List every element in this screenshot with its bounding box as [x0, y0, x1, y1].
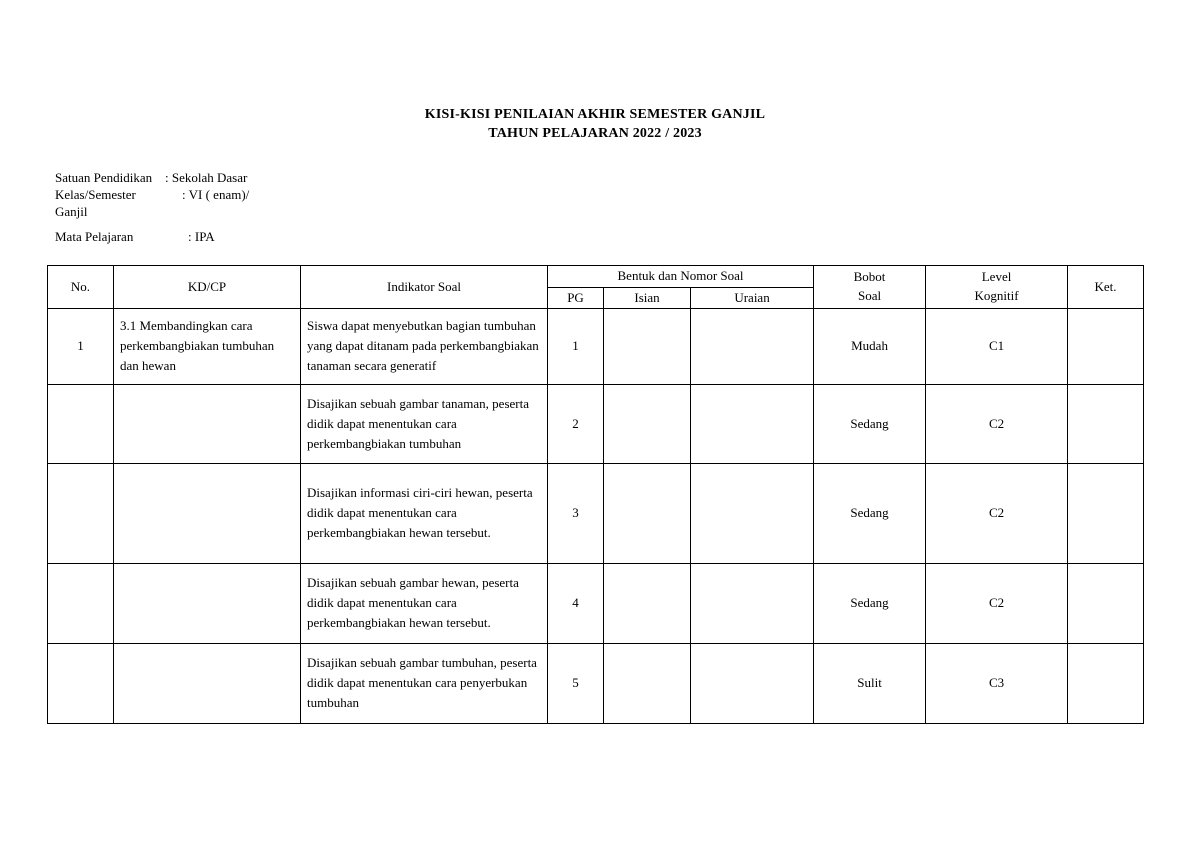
- cell-uraian: [691, 563, 814, 643]
- document-subtitle: TAHUN PELAJARAN 2022 / 2023: [488, 126, 702, 141]
- cell-pg: 2: [548, 384, 604, 463]
- cell-pg: 3: [548, 463, 604, 563]
- cell-indikator: Disajikan informasi ciri-ciri hewan, peserta didik dapat menentukan cara perkembangbiakan hewan tersebut.: [301, 463, 548, 563]
- meta-kelas-value: : VI ( enam)/: [182, 187, 250, 202]
- cell-no: 1: [48, 308, 114, 384]
- cell-level: C3: [926, 643, 1068, 723]
- document-title: KISI-KISI PENILAIAN AKHIR SEMESTER GANJIL: [424, 107, 766, 122]
- cell-pg: 1: [548, 308, 604, 384]
- meta-satuan-label: Satuan Pendidikan: [55, 170, 153, 185]
- cell-kdcp: [114, 643, 301, 723]
- cell-ket: [1068, 308, 1144, 384]
- cell-no: [48, 463, 114, 563]
- cell-indikator: Siswa dapat menyebutkan bagian tumbuhan yang dapat ditanam pada perkembangbiakan tanaman secara generatif: [301, 308, 548, 384]
- meta-kelas: [55, 186, 249, 203]
- header-indikator: Indikator Soal: [301, 266, 548, 309]
- cell-ket: [1068, 384, 1144, 463]
- table-row: [48, 563, 1144, 643]
- cell-bobot: Sedang: [814, 563, 926, 643]
- meta-satuan: [55, 169, 247, 186]
- cell-isian: [604, 643, 691, 723]
- meta-kelas-continued: Ganjil: [55, 204, 88, 219]
- cell-isian: [604, 463, 691, 563]
- table-row: [48, 384, 1144, 463]
- cell-isian: [604, 384, 691, 463]
- cell-uraian: [691, 463, 814, 563]
- cell-pg: 4: [548, 563, 604, 643]
- cell-no: [48, 384, 114, 463]
- cell-bobot: Sedang: [814, 384, 926, 463]
- cell-no: [48, 643, 114, 723]
- cell-level: C1: [926, 308, 1068, 384]
- cell-level: C2: [926, 563, 1068, 643]
- cell-uraian: [691, 384, 814, 463]
- header-level-bottom: Kognitif: [926, 287, 1068, 308]
- header-pg: PG: [548, 287, 604, 308]
- cell-ket: [1068, 563, 1144, 643]
- cell-no: [48, 563, 114, 643]
- meta-mapel-label: Mata Pelajaran: [55, 229, 134, 244]
- cell-uraian: [691, 308, 814, 384]
- cell-level: C2: [926, 463, 1068, 563]
- cell-kdcp: 3.1 Membandingkan cara perkembangbiakan tumbuhan dan hewan: [114, 308, 301, 384]
- header-bentuk: Bentuk dan Nomor Soal: [548, 266, 814, 288]
- header-kdcp: KD/CP: [114, 266, 301, 309]
- cell-bobot: Mudah: [814, 308, 926, 384]
- header-no: No.: [48, 266, 114, 309]
- table-row: [48, 643, 1144, 723]
- cell-bobot: Sulit: [814, 643, 926, 723]
- table-row: [48, 308, 1144, 384]
- header-ket: Ket.: [1068, 266, 1144, 309]
- meta-mapel: [55, 228, 215, 245]
- cell-isian: [604, 563, 691, 643]
- cell-indikator: Disajikan sebuah gambar hewan, peserta didik dapat menentukan cara perkembangbiakan hewan tersebut.: [301, 563, 548, 643]
- cell-indikator: Disajikan sebuah gambar tanaman, peserta didik dapat menentukan cara perkembangbiakan tumbuhan: [301, 384, 548, 463]
- meta-satuan-value: : Sekolah Dasar: [165, 170, 248, 185]
- table-row: [48, 463, 1144, 563]
- header-level-top: Level: [926, 266, 1068, 288]
- kisi-kisi-table: [47, 265, 1144, 724]
- cell-isian: [604, 308, 691, 384]
- header-bobot-top: Bobot: [814, 266, 926, 288]
- cell-indikator: Disajikan sebuah gambar tumbuhan, peserta didik dapat menentukan cara penyerbukan tumbuhan: [301, 643, 548, 723]
- cell-uraian: [691, 643, 814, 723]
- header-isian: Isian: [604, 287, 691, 308]
- cell-level: C2: [926, 384, 1068, 463]
- cell-pg: 5: [548, 643, 604, 723]
- cell-bobot: Sedang: [814, 463, 926, 563]
- cell-ket: [1068, 463, 1144, 563]
- cell-ket: [1068, 643, 1144, 723]
- header-bobot-bottom: Soal: [814, 287, 926, 308]
- cell-kdcp: [114, 463, 301, 563]
- cell-kdcp: [114, 384, 301, 463]
- cell-kdcp: [114, 563, 301, 643]
- meta-kelas-label: Kelas/Semester: [55, 187, 136, 202]
- meta-mapel-value: : IPA: [188, 229, 215, 244]
- header-uraian: Uraian: [691, 287, 814, 308]
